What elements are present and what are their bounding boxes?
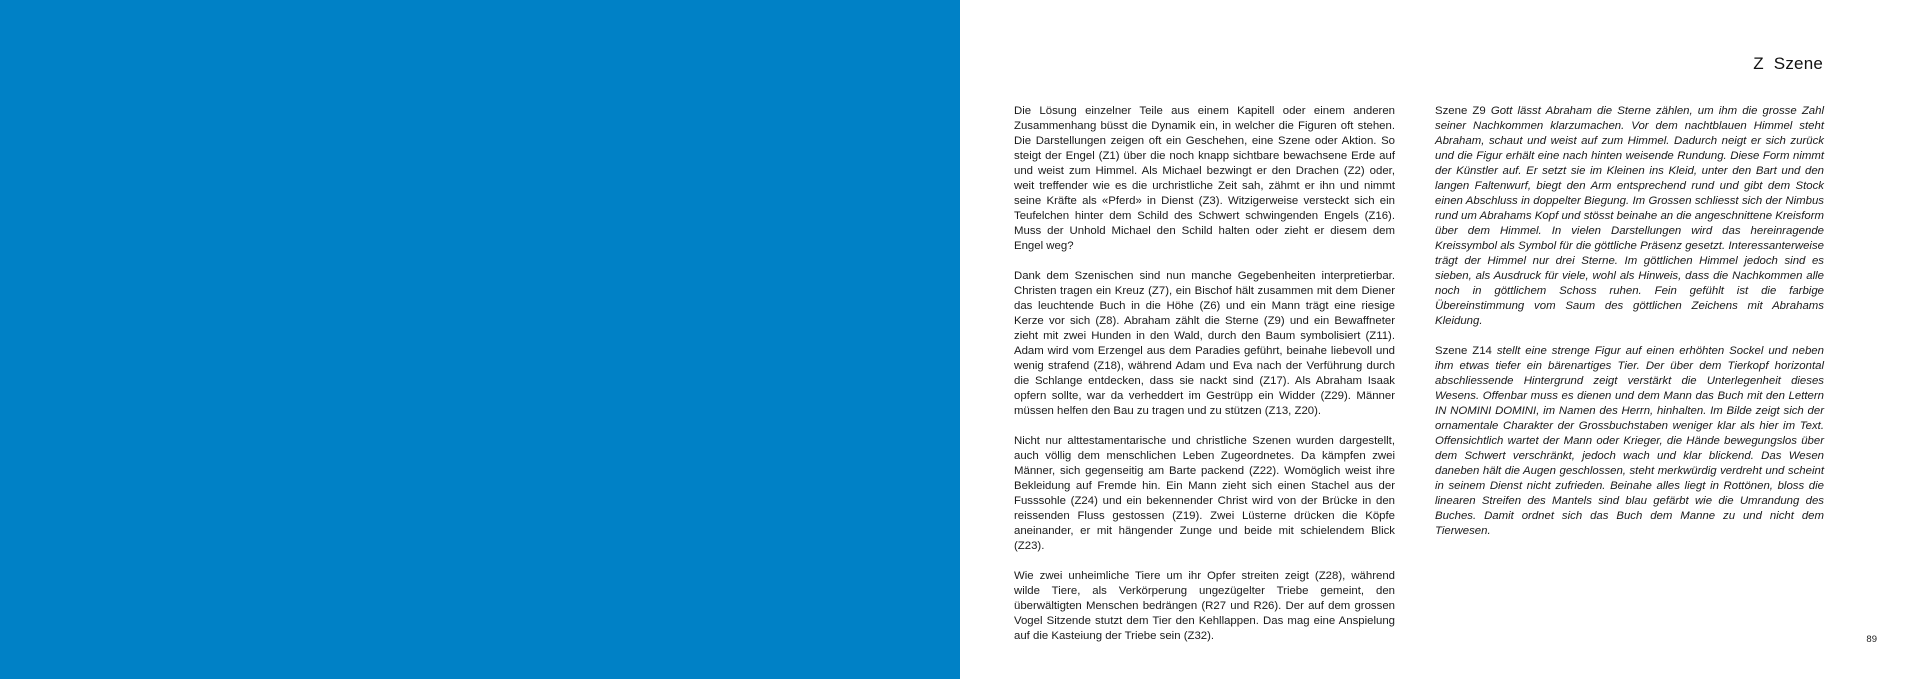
left-text-column: [1014, 104, 1395, 659]
chapter-letter: Z: [1753, 54, 1764, 73]
text-page: [960, 0, 1920, 679]
chapter-heading: [1753, 54, 1823, 74]
right-text-column: [1435, 104, 1824, 554]
scene-description: [1435, 104, 1824, 329]
paragraph: Dank dem Szenischen sind nun manche Gegebenheiten interpretierbar. Christen tragen ein Kreuz (Z7), ein Bischof hält zusammen mit dem Diener das leuchtende Buch in die Höhe (Z6) und ein Mann trägt eine riesige Kerze vor sich (Z8). Abraham zählt die Sterne (Z9) und ein Bewaffneter zieht mit zwei Hunden in den Wald, durch den Baum symbolisiert (Z11). Adam wird vom Erzengel aus dem Paradies geführt, beinahe liebevoll und wenig strafend (Z18), während Adam und Eva nach der Verführung durch die Schlange entdecken, dass sie nackt sind (Z17). Als Abraham Isaak opfern sollte, war da verheddert im Gestrüpp ein Widder (Z29). Männer müssen helfen den Bau zu tragen und zu stützen (Z13, Z20).: [1014, 270, 1395, 417]
scene-label: Szene Z14: [1435, 345, 1492, 357]
scene-text: Gott lässt Abraham die Sterne zählen, um ihm die grosse Zahl seiner Nachkommen klarzumachen. Vor dem nachtblauen Himmel steht Abraham, schaut und weist auf zum Himmel. Dadurch neigt er sich zurück und die Figur erhält eine nach hinten weisende Rundung. Diese Form nimmt der Künstler auf. Er setzt sie im Kleinen ins Kleid, unter den Bart und den langen Faltenwurf, biegt den Arm entsprechend rund und gibt dem Stock einen Abschluss in doppelter Biegung. Im Grossen schliesst sich der Nimbus rund um Abrahams Kopf und stösst beinahe an die angeschnittene Kreisform über dem Himmel. In vielen Darstellungen wird das hereinragende Kreissymbol als Symbol für die göttliche Präsenz gesetzt. Interessanterweise trägt der Himmel nur drei Sterne. Im göttlichen Himmel jedoch sind es sieben, als Ausdruck für viele, wohl als Hinweis, dass die Nachkommen alle noch in göttlichem Schoss ruhen. Fein gefühlt ist die farbige Übereinstimmung vom Saum des göttlichen Zeichens mit Abrahams Kleidung.: [1435, 105, 1824, 327]
paragraph: Wie zwei unheimliche Tiere um ihr Opfer streiten zeigt (Z28), während wilde Tiere, als Verkörperung ungezügelter Triebe gemeint, den überwältigten Menschen bedrängen (R27 und R26). Der auf dem grossen Vogel Sitzende stutzt dem Tier den Kehllappen. Das mag eine Anspielung auf die Kasteiung der Triebe sein (Z32).: [1014, 570, 1395, 642]
scene-description: [1435, 344, 1824, 539]
scene-text: stellt eine strenge Figur auf einen erhöhten Sockel und neben ihm etwas tiefer ein bärenartiges Tier. Der über dem Tierkopf horizontal abschliessende Hintergrund zeigt verstärkt die Unterlegenheit dieses Wesens. Offenbar muss es dienen und dem Mann das Buch mit den Lettern IN NOMINI DOMINI, im Namen des Herrn, hinhalten. Im Bilde zeigt sich der ornamentale Charakter der Grossbuchstaben weniger klar als hier im Text. Offensichtlich wartet der Mann oder Krieger, die Hände bewegungslos über dem Schwert verschränkt, jedoch wach und klar blickend. Das Wesen daneben hält die Augen geschlossen, steht merkwürdig verdreht und scheint in seinem Dienst nicht zufrieden. Beinahe alles liegt in Rottönen, bloss die linearen Streifen des Mantels sind blau gefärbt wie die Umrandung des Buches. Damit ordnet sich das Buch dem Manne zu und nicht dem Tierwesen.: [1435, 345, 1824, 537]
page-number: 89: [1866, 634, 1877, 645]
paragraph: Nicht nur alttestamentarische und christliche Szenen wurden dargestellt, auch völlig dem menschlichen Leben Zugeordnetes. Da kämpfen zwei Männer, sich gegenseitig am Barte packend (Z22). Womöglich weist ihre Bekleidung auf Fremde hin. Ein Mann zieht sich einen Stachel aus der Fusssohle (Z24) und ein bekennender Christ wird von der Brücke in den reissenden Fluss gestossen (Z19). Zwei Lüsterne drücken die Köpfe aneinander, er mit hängender Zunge und beide mit schielendem Blick (Z23).: [1014, 435, 1395, 552]
scene-label: Szene Z9: [1435, 105, 1486, 117]
chapter-title: Szene: [1773, 54, 1823, 73]
paragraph: Die Lösung einzelner Teile aus einem Kapitell oder einem anderen Zusammenhang büsst die Dynamik ein, in welcher die Figuren oft stehen. Die Darstellungen zeigen oft ein Geschehen, eine Szene oder Aktion. So steigt der Engel (Z1) über die noch knapp sichtbare bewachsene Erde auf und weist zum Himmel. Als Michael bezwingt er den Drachen (Z2) oder, weit treffender wie es die urchristliche Zeit sah, zähmt er ihn und nimmt seine Kräfte als «Pferd» in Dienst (Z3). Witzigerweise versteckt sich ein Teufelchen hinter dem Schild des Schwert schwingenden Engels (Z16). Muss der Unhold Michael den Schild halten oder zieht er diesem dem Engel weg?: [1014, 105, 1395, 252]
